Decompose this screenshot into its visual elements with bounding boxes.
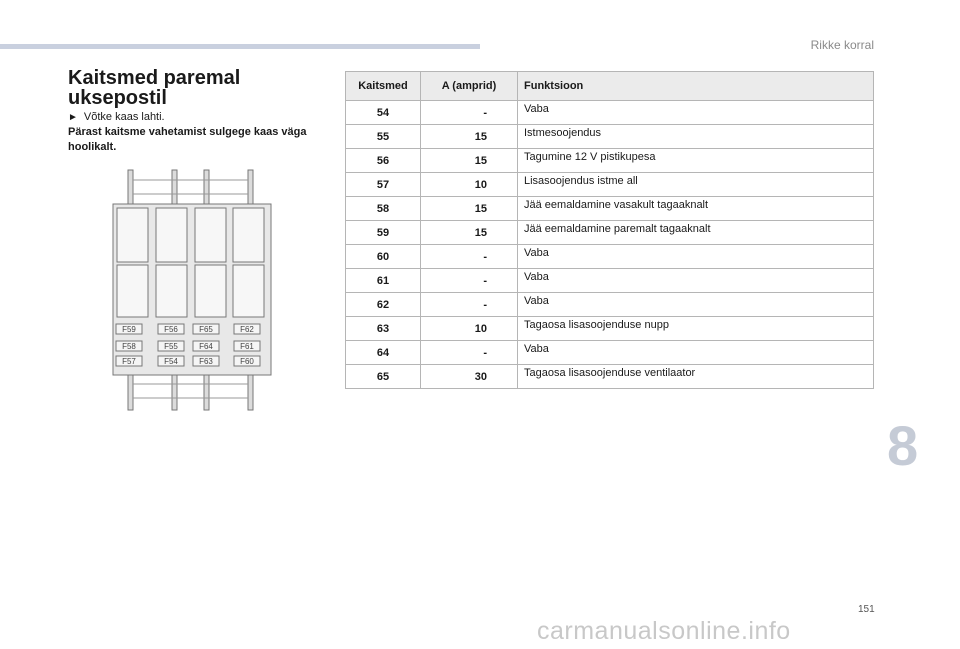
fuse-label: F62 bbox=[240, 325, 254, 334]
fuse-amps: - bbox=[421, 101, 518, 125]
fuse-function: Jää eemaldamine paremalt tagaaknalt bbox=[518, 221, 874, 245]
instruction bbox=[68, 110, 165, 125]
fuse-table bbox=[345, 71, 874, 389]
fuse-function: Istmesoojendus bbox=[518, 125, 874, 149]
fuse-box-diagram bbox=[110, 168, 274, 412]
fuse-label: F58 bbox=[122, 342, 136, 351]
fuse-number: 54 bbox=[346, 101, 421, 125]
fuse-number: 64 bbox=[346, 341, 421, 365]
fuse-amps: 15 bbox=[421, 221, 518, 245]
fuse-label: F56 bbox=[164, 325, 178, 334]
fuse-label: F54 bbox=[164, 357, 178, 366]
table-row bbox=[346, 197, 874, 221]
fuse-function: Tagaosa lisasoojenduse ventilaator bbox=[518, 365, 874, 389]
fuse-amps: - bbox=[421, 245, 518, 269]
fuse-amps: 15 bbox=[421, 149, 518, 173]
arrow-bullet-icon: ► bbox=[68, 112, 78, 123]
watermark: carmanualsonline.info bbox=[537, 617, 791, 645]
page-number: 151 bbox=[858, 604, 875, 615]
closing-note: Pärast kaitsme vahetamist sulgege kaas väga hoolikalt. bbox=[68, 126, 307, 153]
column-header-fuse: Kaitsmed bbox=[346, 72, 421, 101]
table-row bbox=[346, 293, 874, 317]
fuse-amps: 10 bbox=[421, 173, 518, 197]
fuse-function: Vaba bbox=[518, 341, 874, 365]
table-row bbox=[346, 317, 874, 341]
fuse-label: F65 bbox=[199, 325, 213, 334]
column-header-function: Funktsioon bbox=[518, 72, 874, 101]
page-heading: Kaitsmed paremal uksepostil bbox=[68, 67, 241, 109]
fuse-number: 62 bbox=[346, 293, 421, 317]
fuse-amps: 10 bbox=[421, 317, 518, 341]
fuse-label: F64 bbox=[199, 342, 213, 351]
fuse-label: F60 bbox=[240, 357, 254, 366]
fuse-function: Vaba bbox=[518, 245, 874, 269]
fuse-number: 57 bbox=[346, 173, 421, 197]
fuse-number: 65 bbox=[346, 365, 421, 389]
fuse-label: F57 bbox=[122, 357, 136, 366]
instruction-text: Võtke kaas lahti. bbox=[83, 111, 165, 123]
fuse-function: Lisasoojendus istme all bbox=[518, 173, 874, 197]
table-row bbox=[346, 269, 874, 293]
fuse-amps: 15 bbox=[421, 197, 518, 221]
fuse-number: 61 bbox=[346, 269, 421, 293]
table-row bbox=[346, 149, 874, 173]
table-header-row bbox=[346, 72, 874, 101]
fuse-number: 63 bbox=[346, 317, 421, 341]
fuse-number: 55 bbox=[346, 125, 421, 149]
fuse-label: F55 bbox=[164, 342, 178, 351]
table-row bbox=[346, 221, 874, 245]
fuse-function: Vaba bbox=[518, 293, 874, 317]
header-accent-bar bbox=[0, 44, 480, 49]
chapter-number: 8 bbox=[887, 414, 919, 477]
fuse-function: Tagaosa lisasoojenduse nupp bbox=[518, 317, 874, 341]
fuse-label: F59 bbox=[122, 325, 136, 334]
fuse-amps: 15 bbox=[421, 125, 518, 149]
fuse-function: Vaba bbox=[518, 269, 874, 293]
fuse-number: 60 bbox=[346, 245, 421, 269]
table-row bbox=[346, 365, 874, 389]
fuse-label: F63 bbox=[199, 357, 213, 366]
fuse-amps: - bbox=[421, 341, 518, 365]
fuse-amps: - bbox=[421, 293, 518, 317]
table-row bbox=[346, 125, 874, 149]
fuse-number: 58 bbox=[346, 197, 421, 221]
fuse-amps: 30 bbox=[421, 365, 518, 389]
table-row bbox=[346, 173, 874, 197]
fuse-label: F61 bbox=[240, 342, 254, 351]
fuse-function: Jää eemaldamine vasakult tagaaknalt bbox=[518, 197, 874, 221]
fuse-function: Vaba bbox=[518, 101, 874, 125]
column-header-amps: A (amprid) bbox=[421, 72, 518, 101]
fuse-number: 56 bbox=[346, 149, 421, 173]
fuse-function: Tagumine 12 V pistikupesa bbox=[518, 149, 874, 173]
table-row bbox=[346, 245, 874, 269]
fuse-amps: - bbox=[421, 269, 518, 293]
fuse-number: 59 bbox=[346, 221, 421, 245]
section-title: Rikke korral bbox=[810, 38, 874, 52]
table-row bbox=[346, 341, 874, 365]
table-row bbox=[346, 101, 874, 125]
